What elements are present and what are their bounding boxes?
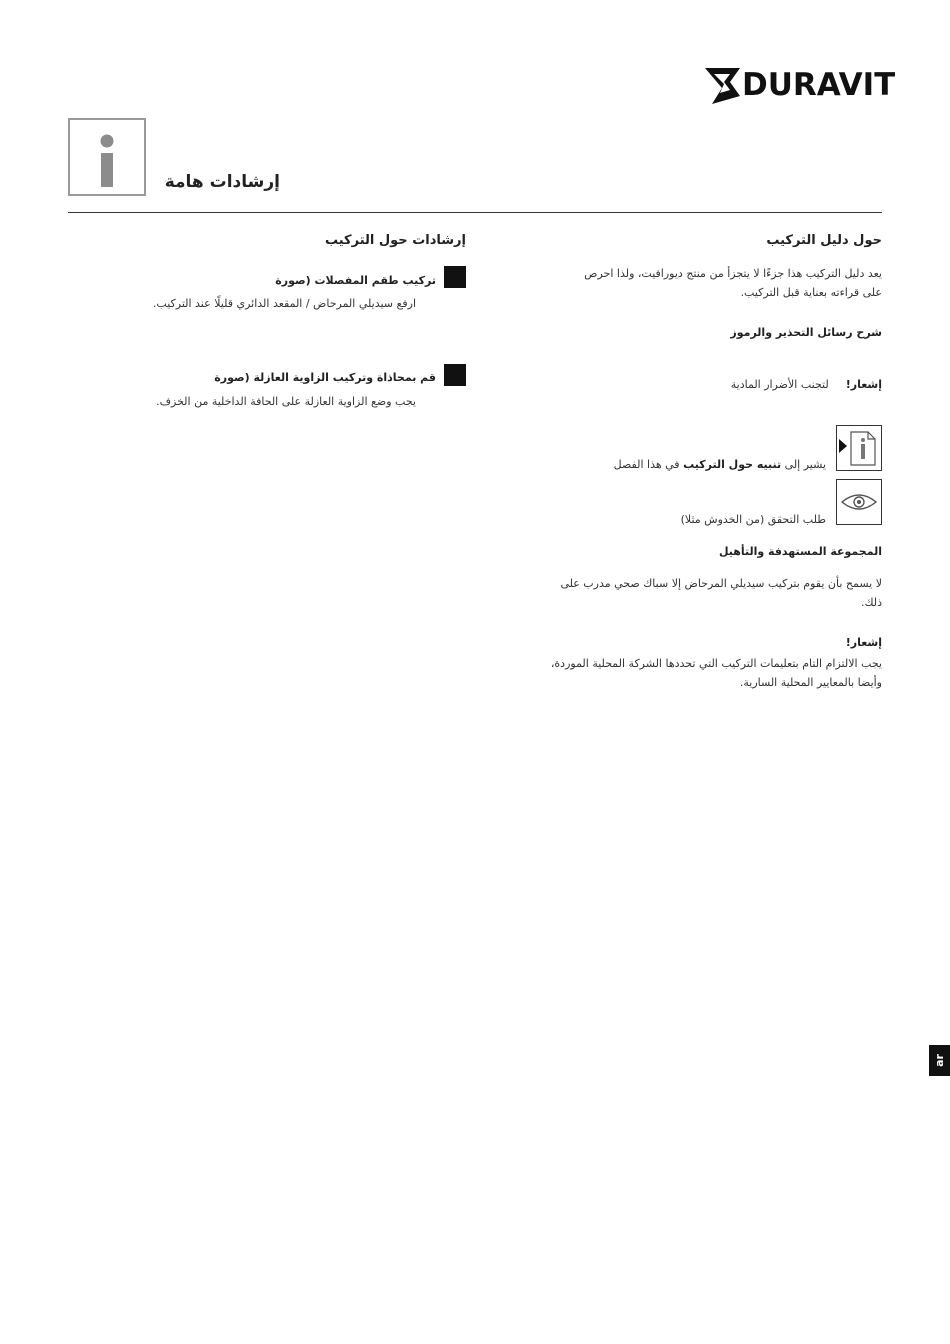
step-title: تركيب طقم المفصلات (صورة (275, 274, 436, 287)
info-document-icon (837, 426, 881, 470)
eye-icon (837, 480, 881, 524)
step-text: يجب وضع الزاوية العازلة على الحافة الداخلية من الخزف. (156, 395, 416, 408)
language-tab (929, 1045, 950, 1076)
notice-text: لتجنب الأضرار المادية (730, 378, 829, 391)
intro-paragraph (480, 264, 882, 302)
final-notice-label: إشعار! (845, 636, 882, 649)
section-heading-installation-notes: إرشادات حول التركيب (324, 233, 466, 248)
check-symbol (836, 479, 882, 525)
step-text: ارفع سيديلي المرحاض / المقعد الدائري قليلًا عند التركيب. (152, 297, 416, 310)
intro-line: يعد دليل التركيب هذا جزءًا لا يتجزأ من منتج ديورافيت، ولذا احرص (584, 267, 882, 280)
symbol-info-text: في هذا الفصل (613, 458, 680, 471)
target-group-heading: المجموعة المستهدفة والتأهيل (718, 545, 882, 558)
symbols-heading: شرح رسائل التحذير والرموز (730, 326, 882, 339)
info-symbol-box (68, 118, 146, 196)
step-title: قم بمحاذاة وتركيب الزاوية العازلة (صورة (214, 371, 436, 384)
target-line: ذلك. (860, 596, 882, 609)
symbol-info-desc (480, 455, 826, 474)
language-code: ar (932, 1054, 946, 1067)
symbol-check-desc: طلب التحقق (من الخدوش مثلا) (680, 513, 826, 526)
header-divider (68, 212, 882, 213)
info-icon (70, 120, 144, 194)
symbol-info-bold: تنبيه حول التركيب (683, 458, 782, 471)
symbol-info-text: يشير إلى (784, 458, 826, 471)
duravit-logo-mark (700, 60, 895, 106)
final-notice-paragraph (470, 654, 882, 692)
notice-row (480, 375, 882, 394)
step-marker (444, 266, 466, 288)
duravit-logo (700, 60, 895, 106)
target-group-paragraph (480, 574, 882, 612)
info-document-symbol (836, 425, 882, 471)
final-notice-line: وأيضا بالمعايير المحلية السارية. (739, 676, 882, 689)
brand-name: DURAVIT (742, 67, 895, 103)
target-line: لا يسمح بأن يقوم بتركيب سيديلي المرحاض إلا سباك صحي مدرب على (560, 577, 882, 590)
step-marker (444, 364, 466, 386)
notice-label: إشعار! (845, 378, 882, 391)
intro-line: على قراءته بعناية قبل التركيب. (740, 286, 882, 299)
section-heading-about-manual: حول دليل التركيب (766, 233, 882, 248)
final-notice-line: يجب الالتزام التام بتعليمات التركيب التي تحددها الشركة المحلية الموردة، (550, 657, 882, 670)
page-title: إرشادات هامة (164, 172, 280, 192)
